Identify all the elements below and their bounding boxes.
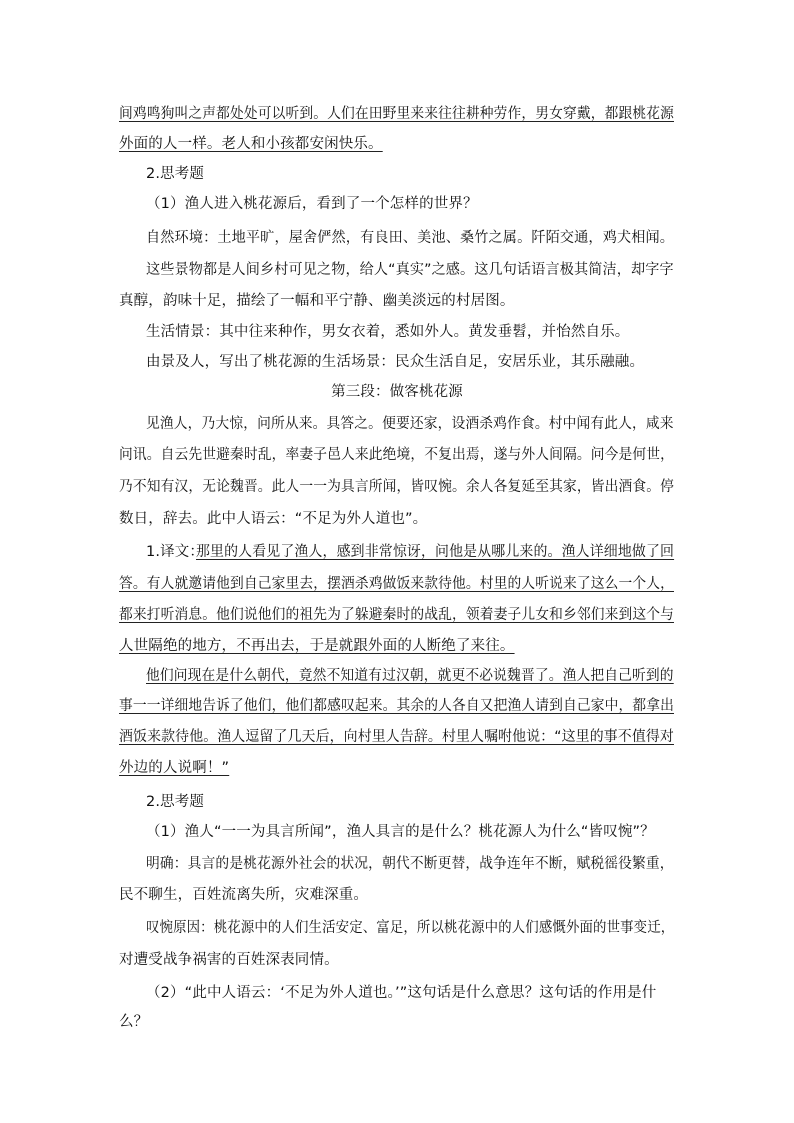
text-line: 答。有人就邀请他到自己家里去，摆酒杀鸡做饭来款待他。村里的人听说来了这么一个人， xyxy=(119,576,675,592)
text-line: 见渔人，乃大惊，问所从来。具答之。便要还家，设酒杀鸡作食。村中闻有此人，咸来 xyxy=(146,416,674,432)
text-line: 间鸡鸣狗叫之声都处处可以听到。人们在田野里来来往往耕种劳作，男女穿戴，都跟桃花源 xyxy=(119,106,675,122)
text-line: 真醇，韵味十足，描绘了一幅和平宁静、幽美淡远的村居图。 xyxy=(119,293,515,309)
text-line: 么？ xyxy=(119,1014,149,1030)
text-line: 人世隔绝的地方，不再出去，于是就跟外面的人断绝了来往。 xyxy=(119,638,515,654)
text-line: 生活情景：其中往来种作，男女衣着，悉如外人。黄发垂髫，并怡然自乐。 xyxy=(146,324,630,340)
text-line: 问讯。自云先世避秦时乱，率妻子邑人来此绝境，不复出焉，遂与外人间隔。问今是何世， xyxy=(119,447,675,463)
text-line: 事一一详细地告诉了他们，他们都感叹起来。其余的人各自又把渔人请到自己家中，都拿出 xyxy=(119,698,675,714)
translation-label: 1.译文： xyxy=(146,544,205,560)
text-line: 外边的人说啊！” xyxy=(119,760,230,776)
question-text: （2）“此中人语云：‘不足为外人道也。’”这句话是什么意思？这句话的作用是什 xyxy=(146,985,657,1001)
text-line: 对遭受战争祸害的百姓深表同情。 xyxy=(119,952,339,968)
section-heading: 2.思考题 xyxy=(146,794,205,810)
text-line: 乃不知有汉，无论魏晋。此人一一为具言所闻，皆叹惋。余人各复延至其家，皆出酒食。停 xyxy=(119,479,675,495)
text-line: 他们问现在是什么朝代，竟然不知道有过汉朝，就更不必说魏晋了。渔人把自己听到的 xyxy=(146,668,674,684)
text-line: 都来打听消息。他们说他们的祖先为了躲避秦时的战乱，领着妻子儿女和乡邻们来到这个与 xyxy=(119,607,675,623)
section-heading: 2.思考题 xyxy=(146,166,205,182)
section-title: 第三段：做客桃花源 xyxy=(331,384,463,400)
question-text: （1）渔人进入桃花源后，看到了一个怎样的世界？ xyxy=(146,196,478,212)
text-line: 酒饭来款待他。渔人逗留了几天后，向村里人告辞。村里人嘱咐他说：“这里的事不值得对 xyxy=(119,729,674,745)
text-line: 民不聊生，百姓流离失所，灾难深重。 xyxy=(119,887,369,903)
text-line: 那里的人看见了渔人，感到非常惊讶，问他是从哪儿来的。渔人详细地做了回 xyxy=(196,544,675,560)
text-line: 明确：具言的是桃花源外社会的状况，朝代不断更替，战争连年不断，赋税徭役繁重， xyxy=(146,856,674,872)
text-line: 由景及人，写出了桃花源的生活场景：民众生活自足，安居乐业，其乐融融。 xyxy=(146,354,645,370)
text-line: 外面的人一样。老人和小孩都安闲快乐。 xyxy=(119,136,383,152)
text-line: 数日，辞去。此中人语云：“不足为外人道也”。 xyxy=(119,511,428,527)
text-line: 自然环境：土地平旷，屋舍俨然，有良田、美池、桑竹之属。阡陌交通，鸡犬相闻。 xyxy=(146,230,675,246)
text-line: 这些景物都是人间乡村可见之物，给人“真实”之感。这几句话语言极其简洁，却字字 xyxy=(146,262,674,278)
text-line: 叹惋原因：桃花源中的人们生活安定、富足，所以桃花源中的人们感慨外面的世事变迁， xyxy=(146,920,675,936)
question-text: （1）渔人“一一为具言所闻”，渔人具言的是什么？桃花源人为什么“皆叹惋”？ xyxy=(146,824,655,840)
